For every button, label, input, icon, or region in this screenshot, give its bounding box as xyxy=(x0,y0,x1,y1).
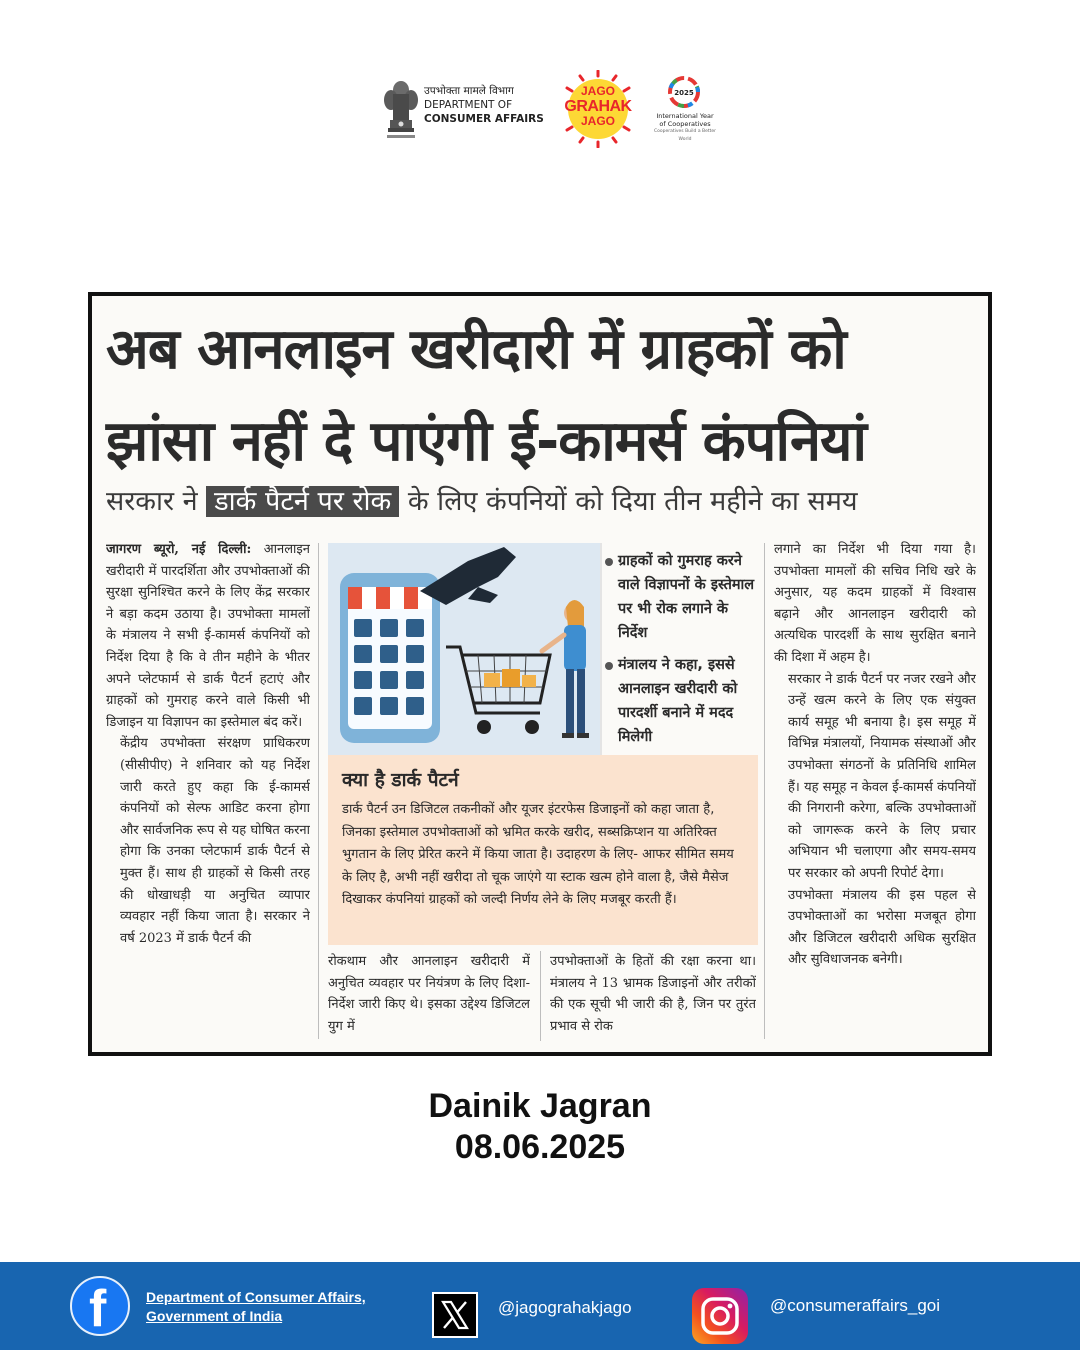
x-handle-link[interactable]: @jagograhakjago xyxy=(498,1298,632,1317)
iyc-year: 2025 xyxy=(674,89,694,97)
key-points-panel xyxy=(600,543,758,755)
key-point-2: मंत्रालय ने कहा, इससे आनलाइन खरीदारी को पारदर्शी बनाने में मदद मिलेगी xyxy=(602,653,758,749)
article-column-2: रोकथाम और आनलाइन खरीदारी में अनुचित व्यवहार पर नियंत्रण के लिए दिशा-निर्देश जारी किए थे। इसका उद्देश्य डिजिटल युग में xyxy=(328,954,530,1034)
article-headline xyxy=(106,304,976,488)
x-twitter-icon[interactable] xyxy=(432,1292,478,1338)
iyc-line1: International Year xyxy=(656,112,714,120)
facebook-icon[interactable]: f xyxy=(70,1276,130,1336)
iyc-2025-logo xyxy=(652,74,718,144)
department-hindi-name: उपभोक्ता मामले विभाग xyxy=(424,85,514,97)
instagram-icon[interactable] xyxy=(692,1288,748,1344)
column-1-paragraph-1: आनलाइन खरीदारी में पारदर्शिता और उपभोक्ताओं की सुरक्षा सुनिश्चित करने के लिए केंद्र सरकार ने बड़ा कदम उठाया है। उपभोक्ता मामलों के मंत्रालय ने सभी ई-कामर्स कंपनियों को निर्देश दिया है कि वे तीन महीने के भीतर अपने प्लेटफार्म से डार्क पैटर्न हटाएं और ग्राहकों को गुमराह करने वाले किसी भी डिजाइन या विज्ञापन का इस्तेमाल बंद करें। xyxy=(106,542,310,730)
facebook-page-link[interactable] xyxy=(146,1288,366,1326)
jago-bottom-label: JAGO xyxy=(580,114,615,128)
subhead-suffix: के लिए कंपनियों को दिया तीन महीने का समय xyxy=(407,486,858,517)
headline-line-1: अब आनलाइन खरीदारी में ग्राहकों को xyxy=(106,317,846,382)
article-column-1 xyxy=(106,539,310,1039)
newspaper-clipping xyxy=(88,292,992,1056)
article-column-4 xyxy=(774,539,976,1039)
column-4-paragraph-1: लगाने का निर्देश भी दिया गया है। उपभोक्ता मामलों की सचिव निधि खरे के अनुसार, यह कदम ग्राहकों में विश्वास बढ़ाने और आनलाइन खरीदारी को अत्यधिक पारदर्शी के साथ सुरक्षित बनाने की दिशा में अहम है। xyxy=(774,542,976,665)
explainer-title: क्या है डार्क पैटर्न xyxy=(342,769,459,791)
column-4-paragraph-3: उपभोक्ता मंत्रालय की इस पहल से उपभोक्ताओं का भरोसा मजबूत होगा और डिजिटल खरीदारी अधिक सुरक्षित और सुविधाजनक बनेगी। xyxy=(788,887,976,968)
iyc-line2: of Cooperatives xyxy=(659,120,711,128)
cooperatives-ring-icon xyxy=(666,74,702,110)
social-footer xyxy=(0,1262,1080,1350)
column-divider xyxy=(318,543,319,1039)
article-column-3: उपभोक्ताओं के हितों की रक्षा करना था। मंत्रालय ने 13 भ्रामक डिजाइनों और तरीकों की एक सूची भी जारी की है, जिन पर तुरंत प्रभाव से रोक xyxy=(550,954,756,1034)
department-of-label: DEPARTMENT OF xyxy=(424,99,513,111)
subhead-highlight: डार्क पैटर्न पर रोक xyxy=(206,486,399,517)
instagram-handle-link[interactable]: @consumeraffairs_goi xyxy=(770,1296,941,1315)
explainer-body: डार्क पैटर्न उन डिजिटल तकनीकों और यूजर इंटरफेस डिजाइनों को कहा जाता है, जिनका इस्तेमाल उपभोक्ताओं को भ्रमित करके खरीद, सब्सक्रिप्शन या अतिरिक्त भुगतान के लिए प्रेरित करने में किया जाता है। उदाहरण के लिए- आफर सीमित समय के लिए है, अभी नहीं खरीदा तो चूक जाएंगे या स्टाक खत्म होने वाला है, जैसे मैसेज दिखाकर कंपनियां ग्राहकों को जल्दी निर्णय लेने के लिए मजबूर करती हैं। xyxy=(342,802,734,907)
consumer-affairs-label: CONSUMER AFFAIRS xyxy=(424,113,544,125)
department-logo-text xyxy=(424,84,544,126)
key-point-1: ग्राहकों को गुमराह करने वाले विज्ञापनों के इस्तेमाल पर भी रोक लगाने के निर्देश xyxy=(602,549,758,645)
column-1-paragraph-2: केंद्रीय उपभोक्ता संरक्षण प्राधिकरण (सीसीपीए) ने शनिवार को यह निर्देश जारी करते हुए कहा कि ई-कामर्स कंपनियों को सेल्फ आडिट करना होगा और सार्वजनिक रूप से यह घोषित करना होगा कि उनका प्लेटफार्म डार्क पैटर्न से मुक्त हैं। साथ ही ग्राहकों से किसी तरह की धोखाधड़ी या अनुचित व्यापार व्यवहार नहीं किया जाता है। सरकार ने वर्ष 2023 में डार्क पैटर्न की xyxy=(120,736,310,946)
grahak-label: GRAHAK xyxy=(564,98,632,115)
shopping-illustration xyxy=(328,543,600,755)
dateline: जागरण ब्यूरो, नई दिल्ली: xyxy=(106,542,252,557)
publication-date: 08.06.2025 xyxy=(454,1128,626,1166)
national-emblem-icon xyxy=(382,76,420,142)
headline-line-2: झांसा नहीं दे पाएंगी ई-कामर्स कंपनियां xyxy=(106,409,867,474)
article-subheadline xyxy=(106,482,858,522)
facebook-page-line-1: Department of Consumer Affairs, xyxy=(146,1289,366,1305)
column-4-paragraph-2: सरकार ने डार्क पैटर्न पर नजर रखने और उन्हें खत्म करने के लिए एक संयुक्त कार्य समूह भी बनाया है। इस समूह में विभिन्न मंत्रालयों, नियामक संस्थाओं और उपभोक्ता संगठनों के प्रतिनिधि शामिल हैं। यह समूह न केवल ई-कामर्स कंपनियों की निगरानी करेगा, बल्कि उपभोक्ताओं को जागरूक करने के लिए प्रचार अभियान भी चलाएगा और समय-समय पर सरकार को अपनी रिपोर्ट देगा। xyxy=(788,671,976,881)
subhead-prefix: सरकार ने xyxy=(106,486,198,517)
jago-grahak-jago-logo xyxy=(556,70,640,148)
online-shopping-illustration xyxy=(328,543,600,755)
column-divider xyxy=(540,951,541,1041)
jago-top-label: JAGO xyxy=(580,84,615,98)
column-divider xyxy=(764,543,765,1039)
header-logos xyxy=(0,70,1080,150)
dark-pattern-explainer-box xyxy=(328,755,758,945)
iyc-tagline: Cooperatives Build a Better World xyxy=(653,129,717,142)
newspaper-name: Dainik Jagran xyxy=(428,1087,652,1125)
source-caption xyxy=(0,1086,1080,1168)
facebook-page-line-2: Government of India xyxy=(146,1308,283,1324)
